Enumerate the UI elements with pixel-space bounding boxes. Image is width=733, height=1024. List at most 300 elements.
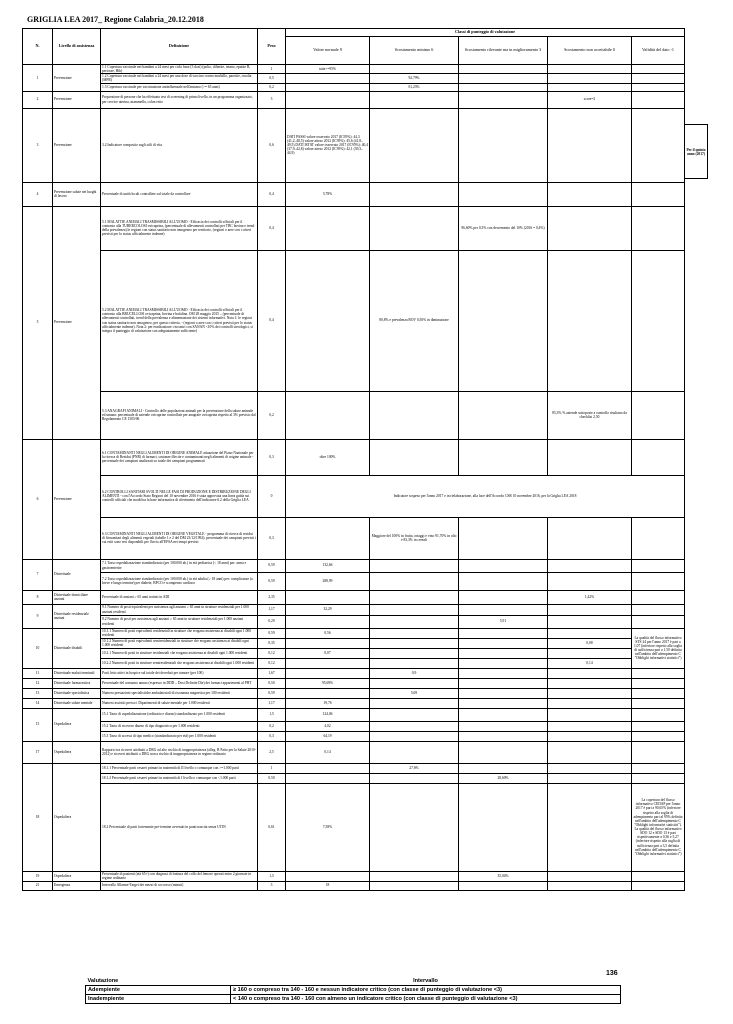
- table-row: [23, 783, 685, 871]
- cell-scostamento-rilevante: [459, 559, 548, 572]
- cell-definizione: 15.1 Tasso di ospedalizzazione (ordinario e diurno) standardizzato per 1.000 residenti: [101, 708, 258, 721]
- cell-peso: 0,2: [258, 391, 286, 439]
- cell-number: 15: [23, 708, 53, 741]
- table-row: [23, 475, 685, 517]
- cell-scostamento-rilevante: [459, 881, 548, 890]
- cell-peso: 3: [258, 91, 286, 108]
- cell-definizione: Rapporto tra ricoveri attribuiti a DRG ad alto rischio di inappropriatezza (alleg. B Patto per la Salute 2010-2012) e ricoveri attribuiti a DRG non a rischio di inappropriatezza in regime ordinario: [101, 741, 258, 763]
- cell-peso: 0,3: [258, 731, 286, 741]
- cell-scostamento-non-accettabile: [548, 206, 632, 250]
- cell-valore-normale: 7,58%: [286, 783, 370, 871]
- cell-definizione: 1.2 Copertura vaccinale nei bambini a 24 mesi per una dose di vaccino contro morbillo, parotite, rosolia (MPR): [101, 74, 258, 83]
- cell-scostamento-non-accettabile: [548, 250, 632, 391]
- cell-number: 19: [23, 871, 53, 881]
- table-row: [23, 638, 685, 648]
- cell-scostamento-non-accettabile: [548, 439, 632, 475]
- cell-scostamento-non-accettabile: [548, 108, 632, 182]
- cell-scostamento-non-accettabile: [548, 731, 632, 741]
- cell-peso: 1: [258, 65, 286, 74]
- cell-valore-normale: [286, 74, 370, 83]
- cell-peso: 0,12: [258, 658, 286, 668]
- cell-valore-normale: [286, 590, 370, 604]
- cell-scostamento-non-accettabile: [548, 773, 632, 783]
- cell-validita: [632, 668, 685, 678]
- cell-definizione: Proporzione di persone che ha effettuato test di screening di primo livello, in un programma organizzato, per cervice uterina, mammella, colon retto: [101, 91, 258, 108]
- cell-scostamento-non-accettabile: 1,42%: [548, 590, 632, 604]
- table-row: [23, 678, 685, 688]
- side-note: Per il quinto anno (2017): [684, 124, 708, 179]
- cell-definizione: 15.2 Tasso di ricovero diurno di tipo diagnostico per 1.000 residenti: [101, 721, 258, 731]
- cell-definizione: 7.1 Tasso ospedalizzazione standardizzato (per 100.000 ab.) in età pediatrica (< 18 anni) per: asma e gastroenterite: [101, 559, 258, 572]
- grid-body: [23, 65, 685, 891]
- table-row: [23, 721, 685, 731]
- cell-scostamento-minimo: [370, 559, 459, 572]
- table-row: [23, 668, 685, 678]
- cell-scostamento-rilevante: 5,91: [459, 615, 548, 628]
- cell-scostamento-rilevante: [459, 74, 548, 83]
- cell-valore-normale: [286, 638, 370, 648]
- cell-definizione: 10.2.1 Numero di posti in strutture residenziali che erogano assistenza ai disabili ogni 1.000 residenti: [101, 648, 258, 658]
- cell-scostamento-minimo: [370, 881, 459, 890]
- cell-livello: Prevenzione: [53, 65, 101, 92]
- cell-valore-normale: [286, 615, 370, 628]
- cell-scostamento-minimo: 80,8% e prevalenza BOV 0,50% in diminuzione: [370, 250, 459, 391]
- cell-valore-normale: 124,06: [286, 708, 370, 721]
- cell-validita: [632, 763, 685, 773]
- table-row: [23, 628, 685, 638]
- header-peso: Peso: [258, 29, 286, 65]
- cell-scostamento-minimo: [370, 731, 459, 741]
- cell-scostamento-rilevante: [459, 741, 548, 763]
- cell-definizione: Percentuale di pazienti (età 65+) con diagnosi di frattura del collo del femore operati entro 2 giornate in regime ordinario: [101, 871, 258, 881]
- cell-definizione: 9.1 Numero di posti equivalenti per assistenza agli anziani ≥ 65 anni in strutture residenziali per 1.000 anziani residenti: [101, 604, 258, 615]
- cell-definizione: 1.3 Copertura vaccinale per vaccinazione antinfluenzale nell'anziano (>= 65 anni): [101, 83, 258, 91]
- cell-scostamento-non-accettabile: [548, 517, 632, 559]
- cell-definizione: Percentuale di anziani ≥ 65 anni trattati in ADI: [101, 590, 258, 604]
- cell-scostamento-minimo: [370, 108, 459, 182]
- table-row: [23, 572, 685, 590]
- cell-number: 18: [23, 763, 53, 871]
- cell-scostamento-minimo: [370, 439, 459, 475]
- cell-peso: 0,50: [258, 773, 286, 783]
- cell-valore-normale: 95,69%: [286, 678, 370, 688]
- cell-definizione: 6.1 CONTAMINANTI NEGLI ALIMENTI DI ORIGINE ANIMALE attuazione del Piano Nazionale per la ricerca di Residui (PNR) di farmaci, sostanze illecite e contaminanti negli alimenti di origine animale - percentuale dei campioni analizzati su totale dei campioni programmati: [101, 439, 258, 475]
- cell-number: 1: [23, 65, 53, 92]
- cell-scostamento-non-accettabile: [548, 871, 632, 881]
- table-row: [23, 250, 685, 391]
- cell-valore-normale: [286, 91, 370, 108]
- cell-peso: 0,2: [258, 83, 286, 91]
- cell-validita: [632, 615, 685, 628]
- cell-validita: [632, 65, 685, 74]
- cell-number: 14: [23, 698, 53, 708]
- cell-peso: 0,2: [258, 721, 286, 731]
- cell-definizione: 1.1 Copertura vaccinale nei bambini a 24 mesi per ciclo base (3 dosi) (polio, difterite, tetano, epatite B, pertosse, Hib): [101, 65, 258, 74]
- cell-scostamento-minimo: [370, 206, 459, 250]
- cell-peso: 0,35: [258, 638, 286, 648]
- cell-scostamento-minimo: 92,79%: [370, 74, 459, 83]
- cell-definizione: 10.1.2 Numero di posti equivalenti semiresidenziali in strutture che erogano assistenza ai disabili ogni 1.000 residenti: [101, 638, 258, 648]
- cell-validita: [632, 741, 685, 763]
- cell-scostamento-minimo: [370, 783, 459, 871]
- cell-peso: 1,5: [258, 708, 286, 721]
- cell-scostamento-rilevante: [459, 250, 548, 391]
- cell-scostamento-rilevante: 28,60%: [459, 773, 548, 783]
- cell-definizione: Posti letto attivi in hospice sul totale dei deceduti per tumore (per 100): [101, 668, 258, 678]
- cell-validita: [632, 439, 685, 475]
- cell-scostamento-rilevante: [459, 648, 548, 658]
- cell-scostamento-non-accettabile: [548, 572, 632, 590]
- cell-validita: [632, 881, 685, 890]
- cell-valore-normale: 19,76: [286, 698, 370, 708]
- cell-scostamento-non-accettabile: 0,14: [548, 658, 632, 668]
- cell-livello: Distrettuale farmaceutica: [53, 678, 101, 688]
- cell-definizione: 6.2 CONTROLLI SANITARI SVOLTI NELLE FASI DI PRODUZIONE E DISTRIBUZIONE DEGLI ALIMENTI - con l'Accordo Stato Regioni del 10 novembre 2016 è stata approvata una linea guida sui controlli ufficiali che modifica la base informativa di riferimento dell'indicatore 6.2 della Griglia LEA: [101, 475, 258, 517]
- cell-livello: Ospedaliera: [53, 708, 101, 741]
- legend-row: [86, 986, 621, 995]
- cell-definizione: Percentuale del consumo annuo (espresso in DDD – Dosi Definite Die) dei farmaci appartenenti al PHT: [101, 678, 258, 688]
- cell-scostamento-rilevante: [459, 439, 548, 475]
- cell-peso: 0,59: [258, 628, 286, 638]
- cell-validita: [632, 517, 685, 559]
- cell-scostamento-minimo: 5,69: [370, 688, 459, 698]
- cell-livello: Prevenzione: [53, 108, 101, 182]
- cell-validita: [632, 108, 685, 182]
- cell-scostamento-non-accettabile: [548, 648, 632, 658]
- cell-scostamento-rilevante: [459, 721, 548, 731]
- cell-scostamento-non-accettabile: [548, 763, 632, 773]
- cell-scostamento-rilevante: [459, 678, 548, 688]
- cell-definizione: 9.2 Numero di posti per assistenza agli anziani ≥ 65 anni in strutture residenziali per 1.000 anziani residenti: [101, 615, 258, 628]
- cell-definizione: 18.2 Percentuale di parti fortemente pre-termine avvenuti in punti nascita senza UTIN: [101, 783, 258, 871]
- cell-peso: 0,4: [258, 206, 286, 250]
- cell-validita: [632, 698, 685, 708]
- cell-definizione: 15.3 Tasso di accessi di tipo medico (standardizzato per età) per 1.000 residenti: [101, 731, 258, 741]
- cell-livello: Distrettuale residenziale anziani: [53, 604, 101, 628]
- cell-valore-normale: 5,78%: [286, 182, 370, 206]
- cell-peso: 0,3: [258, 439, 286, 475]
- table-row: [23, 182, 685, 206]
- table-row: [23, 731, 685, 741]
- cell-definizione: 6.3 CONTAMINANTI NEGLI ALIMENTI DI ORIGINE VEGETALE - programma di ricerca di residui di fitosanitari degli alimenti vegetali (tabelle 1 e 2 del DM 23/12/1992); percentuale dei campioni previsti i cui esiti sono resi disponibili per l'invio all'EFSA nei tempi previsti: [101, 517, 258, 559]
- cell-scostamento-minimo: [370, 678, 459, 688]
- cell-validita: [632, 688, 685, 698]
- cell-peso: 1: [258, 763, 286, 773]
- legend-header-valutazione: Valutazione: [87, 978, 119, 984]
- cell-scostamento-minimo: [370, 871, 459, 881]
- cell-peso: 0,59: [258, 572, 286, 590]
- legend-value: < 140 o compreso tra 140 - 160 con almeno un indicatore critico (con classe di punteggio di valutazione <3): [231, 995, 621, 1004]
- cell-validita: [632, 721, 685, 731]
- cell-scostamento-rilevante: [459, 391, 548, 439]
- cell-livello: Ospedaliera: [53, 871, 101, 881]
- cell-valore-normale: [286, 763, 370, 773]
- cell-scostamento-rilevante: 96,60% per 0,3% con decremento del 10% (2016 = 0,4%): [459, 206, 548, 250]
- cell-peso: 2,5: [258, 741, 286, 763]
- cell-scostamento-rilevante: [459, 638, 548, 648]
- cell-scostamento-minimo: Maggiore del 100% in frutta, ortaggi e vino 91,70% in olio e 83,3% in cereali: [370, 517, 459, 559]
- cell-scostamento-minimo: [370, 648, 459, 658]
- table-row: [23, 615, 685, 628]
- cell-validita: [632, 182, 685, 206]
- table-row: [23, 517, 685, 559]
- table-row: [23, 83, 685, 91]
- cell-scostamento-minimo: 61,23%: [370, 83, 459, 91]
- cell-valore-normale: 32,29: [286, 604, 370, 615]
- cell-valore-normale: oltre 100%: [286, 439, 370, 475]
- cell-valore-normale: [286, 871, 370, 881]
- legend-label: Inadempiente: [86, 995, 231, 1004]
- cell-scostamento-rilevante: [459, 65, 548, 74]
- cell-scostamento-minimo: [370, 658, 459, 668]
- cell-livello: Ospedaliera: [53, 763, 101, 871]
- cell-scostamento-minimo: [370, 741, 459, 763]
- cell-validita: [632, 572, 685, 590]
- cell-number: 10: [23, 628, 53, 668]
- cell-scostamento-rilevante: [459, 517, 548, 559]
- table-row: [23, 91, 685, 108]
- cell-scostamento-non-accettabile: [548, 65, 632, 74]
- cell-number: 9: [23, 604, 53, 628]
- table-row: [23, 206, 685, 250]
- cell-scostamento-minimo: 27,6%: [370, 763, 459, 773]
- cell-number: 21: [23, 881, 53, 890]
- cell-scostamento-rilevante: [459, 83, 548, 91]
- cell-scostamento-rilevante: [459, 628, 548, 638]
- cell-scostamento-non-accettabile: 0,08: [548, 638, 632, 648]
- table-row: [23, 881, 685, 890]
- cell-scostamento-non-accettabile: [548, 688, 632, 698]
- cell-scostamento-non-accettabile: [548, 881, 632, 890]
- cell-scostamento-rilevante: [459, 688, 548, 698]
- cell-scostamento-rilevante: [459, 668, 548, 678]
- cell-merged-note: Indicatore sospeso per l'anno 2017 e in rielaborazione, alla luce dell'Accordo CSR 10 novembre 2016, per la Griglia LEA 2018: [286, 475, 685, 517]
- header-scostamento-non-accettabile: Scostamento non accettabile 0: [548, 37, 632, 65]
- cell-number: 3: [23, 108, 53, 182]
- cell-valore-normale: [286, 517, 370, 559]
- cell-validita: [632, 773, 685, 783]
- legend-table: [85, 977, 621, 1004]
- header-scostamento-minimo: Scostamento minimo 6: [370, 37, 459, 65]
- legend-row: [86, 995, 621, 1004]
- cell-validita: [632, 871, 685, 881]
- cell-livello: Distrettuale: [53, 559, 101, 590]
- cell-scostamento-rilevante: 35,04%: [459, 871, 548, 881]
- cell-valore-normale: 0,14: [286, 741, 370, 763]
- cell-scostamento-non-accettabile: 85,3% % aziende sottoposte a controllo risultano da checklist 2,50: [548, 391, 632, 439]
- cell-validita: [632, 250, 685, 391]
- header-scostamento-rilevante: Scostamento rilevante ma in miglioramento 3: [459, 37, 548, 65]
- cell-scostamento-rilevante: [459, 658, 548, 668]
- cell-livello: Distrettuale domiciliare anziani: [53, 590, 101, 604]
- cell-peso: 0,4: [258, 182, 286, 206]
- cell-definizione: Intervallo Allarme-Target dei mezzi di soccorso (minuti): [101, 881, 258, 890]
- cell-number: 12: [23, 678, 53, 688]
- cell-validita: La qualità del flusso informativo STS 24 per l'anno 2017 è pari a 1,07 (inferiore rispetto alla soglia di sufficienza pari a 1,50 definita nell'ambito dell'adempimento C "Obblighi informativi statistici"): [632, 628, 685, 668]
- cell-scostamento-minimo: [370, 615, 459, 628]
- cell-scostamento-rilevante: [459, 604, 548, 615]
- cell-peso: 0,3: [258, 517, 286, 559]
- cell-valore-normale: 4,02: [286, 721, 370, 731]
- cell-scostamento-rilevante: [459, 698, 548, 708]
- cell-scostamento-minimo: [370, 638, 459, 648]
- cell-valore-normale: [286, 688, 370, 698]
- cell-scostamento-non-accettabile: [548, 708, 632, 721]
- cell-definizione: 7.2 Tasso ospedalizzazione standardizzato (per 100.000 ab.) in età adulta (≥ 18 anni) per: complicanze (a breve e lungo termine) per diabete, BPCO e scompenso cardiaco: [101, 572, 258, 590]
- cell-number: 6: [23, 439, 53, 559]
- page-number: 136: [606, 970, 618, 977]
- cell-validita: [632, 590, 685, 604]
- cell-scostamento-rilevante: [459, 590, 548, 604]
- legend-label: Adempiente: [86, 986, 231, 995]
- cell-validita: [632, 391, 685, 439]
- cell-peso: 0,59: [258, 688, 286, 698]
- cell-livello: Distrettuale malati terminali: [53, 668, 101, 678]
- header-valore-normale: Valore normale 9: [286, 37, 370, 65]
- cell-valore-normale: [286, 658, 370, 668]
- legend-header-intervallo: Intervallo: [413, 978, 438, 984]
- cell-peso: 2,35: [258, 590, 286, 604]
- cell-validita: [632, 731, 685, 741]
- cell-scostamento-minimo: [370, 628, 459, 638]
- cell-peso: 0,50: [258, 678, 286, 688]
- cell-validita: [632, 206, 685, 250]
- cell-valore-normale: 0,07: [286, 648, 370, 658]
- table-row: [23, 65, 685, 74]
- cell-scostamento-minimo: [370, 182, 459, 206]
- cell-scostamento-minimo: [370, 391, 459, 439]
- page-title: GRIGLIA LEA 2017_ Regione Calabria_20.12.2018: [27, 15, 204, 24]
- cell-scostamento-non-accettabile: score=2: [548, 91, 632, 108]
- cell-validita: [632, 708, 685, 721]
- cell-valore-normale: 64,19: [286, 731, 370, 741]
- cell-scostamento-rilevante: [459, 708, 548, 721]
- cell-definizione: 18.1.2 Percentuale parti cesarei primari in maternità di I livello o comunque con <1.000 parti: [101, 773, 258, 783]
- table-row: [23, 688, 685, 698]
- header-n: N.: [23, 29, 53, 65]
- cell-number: 4: [23, 182, 53, 206]
- cell-peso: 0,6: [258, 108, 286, 182]
- table-row: [23, 648, 685, 658]
- cell-scostamento-non-accettabile: [548, 628, 632, 638]
- cell-valore-normale: [286, 83, 370, 91]
- cell-valore-normale: 0,56: [286, 628, 370, 638]
- cell-validita: La copertura del flusso informativo CEDAP per l'anno 2017 è pari a 90,65% (inferiore rispetto alla soglia di adempimento pari al 95% definita nell'ambito dell'adempimento C "Obblighi informativi statistici"). La qualità del flusso informativo SDO 12 e SDO 13 è pari rispettivamente a 0,36 e 5,27 (inferiore rispetto alla soglia di sufficienza pari a 3,5 definita nell'ambito dell'adempimento C "Obblighi informativi statistici"): [632, 783, 685, 871]
- cell-livello: Emergenza: [53, 881, 101, 890]
- cell-valore-normale: 18: [286, 881, 370, 890]
- cell-scostamento-non-accettabile: [548, 83, 632, 91]
- cell-validita: [632, 604, 685, 615]
- cell-validita: [632, 83, 685, 91]
- cell-number: 11: [23, 668, 53, 678]
- cell-scostamento-non-accettabile: [548, 182, 632, 206]
- cell-peso: 1,17: [258, 698, 286, 708]
- cell-scostamento-minimo: [370, 572, 459, 590]
- table-row: [23, 658, 685, 668]
- cell-peso: 0,4: [258, 250, 286, 391]
- cell-scostamento-minimo: 0,9: [370, 668, 459, 678]
- cell-number: 17: [23, 741, 53, 763]
- cell-scostamento-rilevante: [459, 783, 548, 871]
- cell-scostamento-minimo: [370, 65, 459, 74]
- cell-validita: [632, 74, 685, 83]
- cell-valore-normale: 132,66: [286, 559, 370, 572]
- cell-valore-normale: [286, 668, 370, 678]
- cell-scostamento-non-accettabile: [548, 604, 632, 615]
- cell-scostamento-non-accettabile: [548, 721, 632, 731]
- cell-scostamento-non-accettabile: [548, 698, 632, 708]
- table-row: [23, 871, 685, 881]
- cell-livello: Distrettuale salute mentale: [53, 698, 101, 708]
- header-validita: Validità del dato -1: [632, 37, 685, 65]
- cell-scostamento-rilevante: [459, 182, 548, 206]
- cell-peso: 1,17: [258, 604, 286, 615]
- cell-scostamento-rilevante: [459, 763, 548, 773]
- table-row: [23, 773, 685, 783]
- cell-valore-normale: [286, 206, 370, 250]
- cell-scostamento-non-accettabile: [548, 668, 632, 678]
- cell-definizione: Numero prestazioni specialistiche ambulatoriali di risonanza magnetica per 100 residenti: [101, 688, 258, 698]
- cell-livello: Prevenzione: [53, 439, 101, 559]
- cell-scostamento-non-accettabile: [548, 783, 632, 871]
- cell-scostamento-minimo: [370, 708, 459, 721]
- cell-peso: 0,29: [258, 615, 286, 628]
- cell-scostamento-rilevante: [459, 572, 548, 590]
- legend-value: ≥ 160 o compreso tra 140 - 160 e nessun indicatore critico (con classe di punteggio di valutazione <3): [231, 986, 621, 995]
- cell-livello: Prevenzione salute nei luoghi di lavoro: [53, 182, 101, 206]
- cell-peso: 3: [258, 881, 286, 890]
- cell-valore-normale: [286, 773, 370, 783]
- cell-valore-normale: [286, 250, 370, 391]
- lea-grid-table: [22, 28, 685, 891]
- cell-valore-normale: DATI PASSI valore osservato 2017 (IC95%): 44,3 (41,2–48,5) valore atteso 2012 (IC95%): 45,6 (41,8–49,5) DATI ISTAT valore osservato 2017 (IC95%): 40,4 (37,9–42,8) valore atteso 2012 (IC95%): 42,1 (39,3–44,9): [286, 108, 370, 182]
- cell-scostamento-rilevante: [459, 108, 548, 182]
- cell-peso: 0: [258, 475, 286, 517]
- table-row: [23, 763, 685, 773]
- cell-number: 13: [23, 688, 53, 698]
- cell-scostamento-non-accettabile: [548, 74, 632, 83]
- cell-scostamento-minimo: [370, 698, 459, 708]
- cell-definizione: 18.1.1 Percentuale parti cesarei primari in maternità di II livello o comunque con >=1.000 parti: [101, 763, 258, 773]
- cell-scostamento-minimo: [370, 773, 459, 783]
- cell-scostamento-non-accettabile: [548, 615, 632, 628]
- table-row: [23, 698, 685, 708]
- cell-peso: 0,61: [258, 783, 286, 871]
- cell-valore-normale: tutte>=95%: [286, 65, 370, 74]
- cell-peso: 1,5: [258, 871, 286, 881]
- cell-valore-normale: [286, 391, 370, 439]
- cell-scostamento-minimo: [370, 590, 459, 604]
- cell-peso: 0,5: [258, 74, 286, 83]
- cell-number: 8: [23, 590, 53, 604]
- cell-definizione: 10.1.1 Numero di posti equivalenti residenziali in strutture che erogano assistenza ai disabili ogni 1.000 residenti: [101, 628, 258, 638]
- cell-peso: 0,12: [258, 648, 286, 658]
- cell-definizione: Numero assistiti presso i Dipartimenti di salute mentale per 1.000 residenti: [101, 698, 258, 708]
- cell-livello: Distrettuale specialistica: [53, 688, 101, 698]
- cell-number: 7: [23, 559, 53, 590]
- cell-number: 5: [23, 206, 53, 439]
- cell-validita: [632, 678, 685, 688]
- cell-scostamento-minimo: [370, 721, 459, 731]
- cell-validita: [632, 91, 685, 108]
- cell-definizione: 5.2 MALATTIE ANIMALI TRASMISSIBILI ALL'UOMO - Efficacia dei controlli ufficiali per il contrasto alla BRUCELLOSI ovicaprina, bovina e bufalina. OM 28 maggio 2015 – (percentuale di allevamenti controllati, trend della prevalenza e alimentazione dei sistemi informativi. Nota 1: le regioni con status sanitario non omogeneo, per questo criterio, - (regioni o aree con i criteri previsti per lo status ufficialmente indenne). Nota 2: per eradicazione: riscontri con SANAN <10% dei controlli sierologici, si integra il punteggio di valutazione con adeguatamente sufficiente): [101, 250, 258, 391]
- header-classi: Classi di punteggio di valutazione: [286, 29, 685, 37]
- cell-livello: Prevenzione: [53, 91, 101, 108]
- header-livello: Livello di assistenza: [53, 29, 101, 65]
- table-row: [23, 108, 685, 182]
- cell-scostamento-rilevante: [459, 731, 548, 741]
- cell-definizione: 5.1 MALATTIE ANIMALI TRASMISSIBILI ALL'UOMO - Efficacia dei controlli ufficiali per il contrasto alla TUBERCOLOSI ovicaprina, (percentuale di allevamenti controllati per TBC bovina e trend della prevalenza) le regioni con status sanitario non omogeneo per territorio, (regioni o aree con i criteri previsti per lo status ufficialmente indenne): [101, 206, 258, 250]
